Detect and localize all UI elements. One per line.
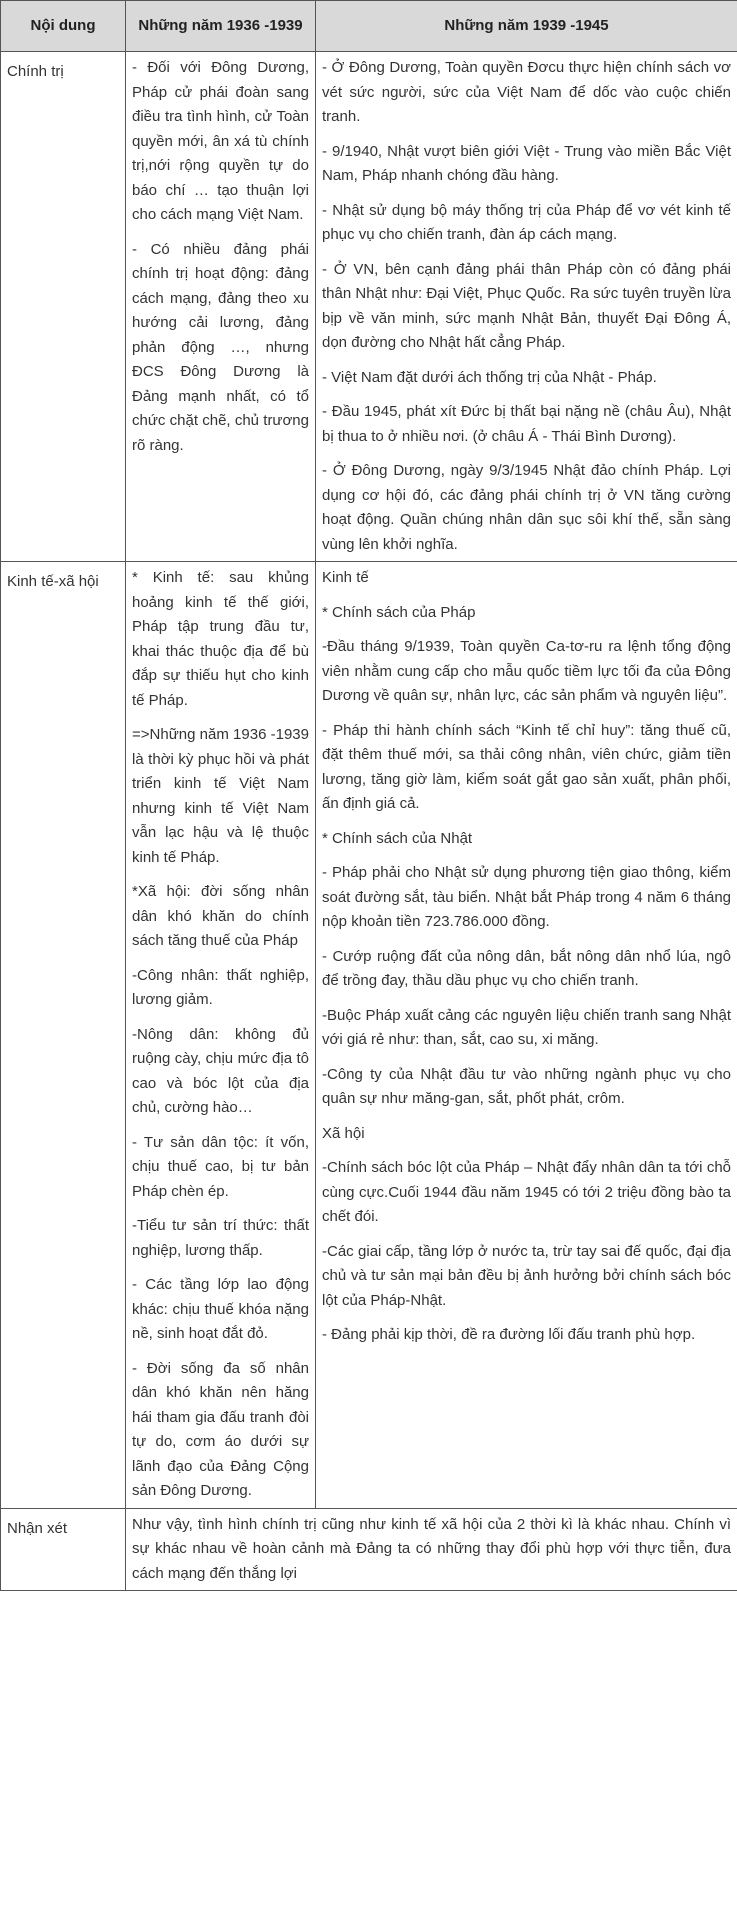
paragraph: - Có nhiều đảng phái chính trị hoạt động: đảng cách mạng, đảng theo xu hướng cải lương, đảng phản động …, nhưng ĐCS Đông Dương là Đảng mạnh nhất, có tổ chức chặt chẽ, chủ trương rõ ràng. — [132, 240, 309, 454]
row-economy-society — [1, 562, 737, 1509]
paragraph: - Các tầng lớp lao động khác: chịu thuế khóa nặng nề, sinh hoạt đắt đỏ. — [132, 1276, 309, 1342]
header-period-1939-1945: Những năm 1939 -1945 — [316, 1, 737, 52]
economy-1936-1939-cell — [126, 562, 316, 1509]
header-row — [1, 1, 737, 52]
row-remarks — [1, 1508, 737, 1591]
paragraph: *Xã hội: đời sống nhân dân khó khăn do chính sách tăng thuế của Pháp — [132, 883, 309, 949]
paragraph: - Ở VN, bên cạnh đảng phái thân Pháp còn có đảng phái thân Nhật như: Đại Việt, Phục Quốc. Ra sức tuyên truyền lừa bịp về văn minh, sức mạnh Nhật Bản, thuyết Đại Đông Á, dọn đường cho Nhật hất cẳng Pháp. — [322, 260, 731, 351]
paragraph: - Pháp phải cho Nhật sử dụng phương tiện giao thông, kiểm soát đường sắt, tàu biển. Nhật bắt Pháp trong 4 năm 6 tháng nộp khoản tiền 723.786.000 đồng. — [322, 864, 731, 930]
paragraph: - 9/1940, Nhật vượt biên giới Việt - Trung vào miền Bắc Việt Nam, Pháp nhanh chóng đầu hàng. — [322, 142, 731, 184]
section-heading: Kinh tế — [322, 569, 369, 586]
paragraph: - Ở Đông Dương, Toàn quyền Đơcu thực hiện chính sách vơ vét sức người, sức của Việt Nam để dốc vào cuộc chiến tranh. — [322, 59, 731, 125]
paragraph: -Chính sách bóc lột của Pháp – Nhật đẩy nhân dân ta tới chỗ cùng cực.Cuối 1944 đầu năm 1945 có tới 2 triệu đồng bào ta chết đói. — [322, 1159, 731, 1225]
paragraph: Như vậy, tình hình chính trị cũng như kinh tế xã hội của 2 thời kì là khác nhau. Chính vì sự khác nhau về hoàn cảnh mà Đảng ta có những thay đổi phù hợp với thực tiễn, đưa cách mạng đến thắng lợi — [132, 1515, 731, 1582]
paragraph: -Nông dân: không đủ ruộng cày, chịu mức địa tô cao và bóc lột của địa chủ, cường hào… — [132, 1025, 309, 1116]
remarks-cell — [126, 1508, 737, 1591]
economy-1939-1945-cell — [316, 562, 737, 1509]
paragraph: - Đảng phải kịp thời, đề ra đường lối đấu tranh phù hợp. — [322, 1326, 696, 1343]
paragraph: - Đầu 1945, phát xít Đức bị thất bại nặng nề (châu Âu), Nhật bị thua to ở nhiều nơi. (ở châu Á - Thái Bình Dương). — [322, 403, 731, 445]
category-remarks: Nhận xét — [1, 1508, 126, 1591]
paragraph: -Tiểu tư sản trí thức: thất nghiệp, lương thấp. — [132, 1217, 309, 1259]
subsection-heading: * Chính sách của Nhật — [322, 829, 473, 847]
politics-1936-1939-cell — [126, 52, 316, 562]
paragraph: - Đối với Đông Dương, Pháp cử phái đoàn sang điều tra tình hình, cử Toàn quyền mới, ân xá tù chính trị,nới rộng quyền tự do báo chí … tạo thuận lợi cho cách mạng Việt Nam. — [132, 59, 309, 223]
paragraph: - Việt Nam đặt dưới ách thống trị của Nhật - Pháp. — [322, 368, 657, 386]
category-politics: Chính trị — [1, 52, 126, 562]
category-economy-society: Kinh tế-xã hội — [1, 562, 126, 1509]
header-period-1936-1939: Những năm 1936 -1939 — [126, 1, 316, 52]
paragraph: -Đầu tháng 9/1939, Toàn quyền Ca-tơ-ru ra lệnh tổng động viên nhằm cung cấp cho mẫu quốc tiềm lực tối đa của Đông Dương về quân sự, nhân lực, các sản phẩm và nguyên liệu”. — [322, 638, 731, 704]
section-heading: Xã hội — [322, 1124, 365, 1142]
paragraph: - Đời sống đa số nhân dân khó khăn nên hăng hái tham gia đấu tranh đòi tự do, cơm áo dưới sự lãnh đạo của Đảng Cộng sản Đông Dương. — [132, 1359, 309, 1499]
header-content: Nội dung — [1, 1, 126, 52]
paragraph: -Buộc Pháp xuất cảng các nguyên liệu chiến tranh sang Nhật với giá rẻ như: than, sắt, cao su, xi măng. — [322, 1006, 731, 1048]
paragraph: -Các giai cấp, tầng lớp ở nước ta, trừ tay sai đế quốc, đại địa chủ và tư sản mại bản đều bị ảnh hưởng bởi chính sách bóc lột của Pháp-Nhật. — [322, 1242, 731, 1309]
paragraph: =>Những năm 1936 -1939 là thời kỳ phục hồi và phát triển kinh tế Việt Nam nhưng kinh tế Việt Nam vẫn lạc hậu và lệ thuộc kinh tế Pháp. — [132, 726, 309, 866]
paragraph: - Tư sản dân tộc: ít vốn, chịu thuế cao, bị tư bản Pháp chèn ép. — [132, 1133, 309, 1200]
paragraph: -Công nhân: thất nghiệp, lương giảm. — [132, 966, 309, 1008]
row-politics — [1, 52, 737, 562]
paragraph: - Nhật sử dụng bộ máy thống trị của Pháp để vơ vét kinh tế phục vụ cho chiến tranh, đàn áp cách mạng. — [322, 201, 731, 243]
paragraph: * Kinh tế: sau khủng hoảng kinh tế thế giới, Pháp tập trung đầu tư, khai thác thuộc địa để bù đắp sự thiếu hụt cho kinh tế Pháp. — [132, 569, 309, 709]
subsection-heading: * Chính sách của Pháp — [322, 603, 476, 621]
paragraph: -Công ty của Nhật đầu tư vào những ngành phục vụ cho quân sự như măng-gan, sắt, phốt phát, crôm. — [322, 1065, 731, 1107]
politics-1939-1945-cell — [316, 52, 737, 562]
paragraph: - Ở Đông Dương, ngày 9/3/1945 Nhật đảo chính Pháp. Lợi dụng cơ hội đó, các đảng phái chính trị ở VN tăng cường hoạt động. Quần chúng nhân dân sục sôi khí thế, sẵn sàng vùng lên khởi nghĩa. — [322, 462, 731, 553]
paragraph: - Pháp thi hành chính sách “Kinh tế chỉ huy”: tăng thuế cũ, đặt thêm thuế mới, sa thải công nhân, viên chức, giảm tiền lương, tăng giờ làm, kiểm soát gắt gao sản xuất, phân phối, ấn định giá cả. — [322, 721, 731, 812]
paragraph: - Cướp ruộng đất của nông dân, bắt nông dân nhổ lúa, ngô để trồng đay, thầu dầu phục vụ cho chiến tranh. — [322, 947, 731, 989]
